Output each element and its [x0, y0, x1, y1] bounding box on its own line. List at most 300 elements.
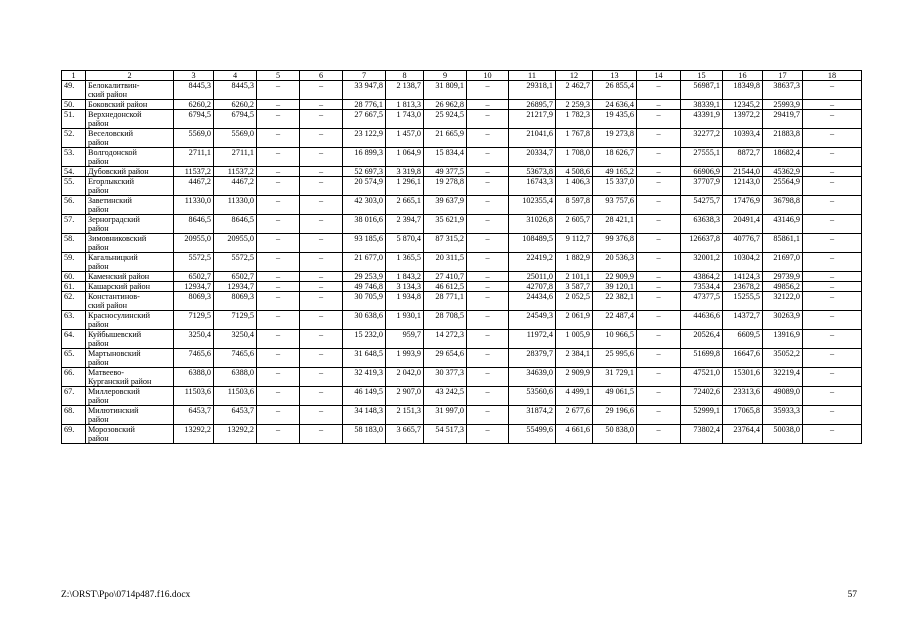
table-cell: –: [467, 196, 509, 215]
table-cell: –: [803, 349, 862, 368]
table-cell: 3 134,3: [386, 282, 424, 292]
table-cell: 18 626,7: [593, 148, 637, 167]
table-cell: 66906,9: [681, 167, 723, 177]
table-cell: 6502,7: [214, 272, 257, 282]
table-cell: 30263,9: [763, 311, 803, 330]
district-name: [86, 215, 174, 234]
district-name: [86, 234, 174, 253]
table-cell: 10393,4: [723, 129, 763, 148]
table-row: [62, 148, 862, 167]
table-cell: 6260,2: [174, 100, 214, 110]
table-cell: 53560,6: [509, 387, 556, 406]
table-cell: –: [637, 406, 681, 425]
table-cell: 39 637,9: [424, 196, 467, 215]
table-cell: 5572,5: [174, 253, 214, 272]
table-cell: 4 499,1: [556, 387, 593, 406]
table-cell: 26 962,8: [424, 100, 467, 110]
table-cell: 19 435,6: [593, 110, 637, 129]
table-cell: 2711,1: [214, 148, 257, 167]
district-name: [86, 100, 174, 110]
table-cell: 85861,1: [763, 234, 803, 253]
table-row: [62, 406, 862, 425]
table-row: [62, 425, 862, 444]
district-name-line: Кашарский район: [88, 282, 151, 291]
table-cell: 7465,6: [214, 349, 257, 368]
table-cell: 34639,0: [509, 368, 556, 387]
table-cell: 25 995,6: [593, 349, 637, 368]
district-name-line: ский район: [88, 90, 128, 99]
table-cell: 6609,5: [723, 330, 763, 349]
table-cell: 20955,0: [214, 234, 257, 253]
table-cell: 13292,2: [174, 425, 214, 444]
district-name-line: Зерноградский: [88, 215, 140, 224]
table-cell: 108489,5: [509, 234, 556, 253]
table-cell: 126637,8: [681, 234, 723, 253]
district-name-line: ский район: [88, 301, 128, 310]
district-name-line: район: [88, 339, 109, 348]
table-cell: –: [300, 349, 343, 368]
table-cell: 34 148,3: [343, 406, 386, 425]
table-cell: 31026,8: [509, 215, 556, 234]
table-cell: 6794,5: [214, 110, 257, 129]
column-header: 15: [681, 71, 723, 81]
row-number: 62.: [62, 292, 86, 311]
table-cell: –: [300, 282, 343, 292]
district-name-line: район: [88, 138, 109, 147]
table-row: [62, 196, 862, 215]
table-cell: 26 855,4: [593, 81, 637, 100]
table-cell: 22 382,1: [593, 292, 637, 311]
table-row: [62, 129, 862, 148]
district-name: [86, 349, 174, 368]
table-cell: 4 508,6: [556, 167, 593, 177]
table-cell: 4467,2: [214, 177, 257, 196]
table-cell: –: [467, 215, 509, 234]
column-header: 12: [556, 71, 593, 81]
table-cell: 23 122,9: [343, 129, 386, 148]
table-cell: 16743,3: [509, 177, 556, 196]
column-header: 6: [300, 71, 343, 81]
table-cell: 1 843,2: [386, 272, 424, 282]
table-cell: –: [803, 81, 862, 100]
table-cell: 35 621,9: [424, 215, 467, 234]
table-cell: 1 813,3: [386, 100, 424, 110]
district-name-line: Егорлыкский: [88, 177, 134, 186]
district-name-line: район: [88, 434, 109, 443]
data-table: [61, 70, 862, 444]
table-cell: 6453,7: [214, 406, 257, 425]
table-cell: 27 410,7: [424, 272, 467, 282]
table-cell: –: [300, 292, 343, 311]
table-row: [62, 253, 862, 272]
table-cell: –: [467, 253, 509, 272]
table-cell: –: [467, 167, 509, 177]
table-cell: –: [467, 272, 509, 282]
row-number: 68.: [62, 406, 86, 425]
table-cell: 43 242,5: [424, 387, 467, 406]
table-cell: –: [300, 177, 343, 196]
table-cell: –: [803, 129, 862, 148]
table-cell: 1 882,9: [556, 253, 593, 272]
table-cell: –: [803, 311, 862, 330]
table-cell: 73534,4: [681, 282, 723, 292]
district-name: [86, 387, 174, 406]
table-cell: 55499,6: [509, 425, 556, 444]
table-cell: –: [257, 253, 300, 272]
table-cell: 3 319,8: [386, 167, 424, 177]
district-name-line: район: [88, 205, 109, 214]
table-cell: 49856,2: [763, 282, 803, 292]
district-name: [86, 425, 174, 444]
district-name: [86, 368, 174, 387]
table-cell: –: [637, 349, 681, 368]
table-cell: 72402,6: [681, 387, 723, 406]
table-cell: 53673,8: [509, 167, 556, 177]
table-cell: 1 296,1: [386, 177, 424, 196]
table-cell: 46 149,5: [343, 387, 386, 406]
column-header: 11: [509, 71, 556, 81]
table-cell: 44636,6: [681, 311, 723, 330]
table-cell: 2 665,1: [386, 196, 424, 215]
table-cell: 17065,8: [723, 406, 763, 425]
table-cell: 24 636,4: [593, 100, 637, 110]
table-cell: –: [300, 148, 343, 167]
column-header: 4: [214, 71, 257, 81]
row-number: 58.: [62, 234, 86, 253]
table-cell: 43146,9: [763, 215, 803, 234]
district-name-line: Кагальницкий: [88, 253, 138, 262]
table-cell: 28379,7: [509, 349, 556, 368]
district-name: [86, 167, 174, 177]
table-cell: 11503,6: [174, 387, 214, 406]
table-cell: 26895,7: [509, 100, 556, 110]
table-cell: 25 924,5: [424, 110, 467, 129]
table-cell: –: [257, 100, 300, 110]
table-cell: –: [300, 215, 343, 234]
table-row: [62, 234, 862, 253]
table-cell: 18349,8: [723, 81, 763, 100]
table-cell: 12143,0: [723, 177, 763, 196]
table-cell: 959,7: [386, 330, 424, 349]
district-name-line: Белокалитвин-: [88, 81, 140, 90]
table-row: [62, 292, 862, 311]
table-cell: 8646,5: [214, 215, 257, 234]
table-cell: 99 376,8: [593, 234, 637, 253]
table-cell: –: [637, 148, 681, 167]
table-cell: –: [637, 129, 681, 148]
table-cell: 1 005,9: [556, 330, 593, 349]
table-cell: –: [300, 100, 343, 110]
table-cell: 12934,7: [174, 282, 214, 292]
table-cell: 2711,1: [174, 148, 214, 167]
table-cell: 2 138,7: [386, 81, 424, 100]
table-cell: 2 061,9: [556, 311, 593, 330]
column-header: 17: [763, 71, 803, 81]
table-cell: –: [467, 425, 509, 444]
table-cell: 8069,3: [174, 292, 214, 311]
table-cell: 2 677,6: [556, 406, 593, 425]
table-cell: –: [637, 311, 681, 330]
table-cell: 47377,5: [681, 292, 723, 311]
table-cell: 21544,0: [723, 167, 763, 177]
table-cell: 38339,1: [681, 100, 723, 110]
table-cell: 16 899,3: [343, 148, 386, 167]
row-number: 54.: [62, 167, 86, 177]
table-cell: –: [467, 387, 509, 406]
district-name-line: район: [88, 396, 109, 405]
table-cell: 40776,7: [723, 234, 763, 253]
table-cell: –: [637, 272, 681, 282]
table-cell: 49 061,5: [593, 387, 637, 406]
table-cell: –: [300, 110, 343, 129]
table-cell: –: [257, 81, 300, 100]
table-cell: 29 253,9: [343, 272, 386, 282]
table-cell: 12934,7: [214, 282, 257, 292]
table-cell: 20334,7: [509, 148, 556, 167]
table-cell: 1 406,3: [556, 177, 593, 196]
row-number: 66.: [62, 368, 86, 387]
table-row: [62, 167, 862, 177]
table-cell: 3250,4: [214, 330, 257, 349]
table-cell: 32122,0: [763, 292, 803, 311]
table-cell: 8 597,8: [556, 196, 593, 215]
table-cell: 33 947,8: [343, 81, 386, 100]
table-cell: 38637,3: [763, 81, 803, 100]
table-cell: –: [467, 100, 509, 110]
table-cell: 10 966,5: [593, 330, 637, 349]
table-cell: 28 776,1: [343, 100, 386, 110]
table-cell: –: [257, 368, 300, 387]
column-header: 13: [593, 71, 637, 81]
table-cell: –: [803, 272, 862, 282]
table-cell: 102355,4: [509, 196, 556, 215]
table-cell: 36798,8: [763, 196, 803, 215]
table-cell: –: [257, 110, 300, 129]
table-cell: –: [803, 253, 862, 272]
row-number: 65.: [62, 349, 86, 368]
district-name-line: Курганский район: [88, 377, 152, 386]
district-name-line: Боковский район: [88, 100, 148, 109]
table-cell: 37707,9: [681, 177, 723, 196]
district-name-line: Миллеровский: [88, 387, 140, 396]
table-cell: –: [637, 215, 681, 234]
table-cell: 6260,2: [214, 100, 257, 110]
district-name-line: район: [88, 224, 109, 233]
table-cell: 7129,5: [174, 311, 214, 330]
district-name: [86, 406, 174, 425]
table-cell: 29 654,6: [424, 349, 467, 368]
table-cell: –: [257, 425, 300, 444]
table-row: [62, 282, 862, 292]
district-name-line: Матвеево-: [88, 368, 124, 377]
table-cell: 21697,0: [763, 253, 803, 272]
table-cell: –: [257, 311, 300, 330]
table-cell: 35933,3: [763, 406, 803, 425]
table-cell: 30 377,3: [424, 368, 467, 387]
table-cell: –: [257, 234, 300, 253]
table-cell: 11972,4: [509, 330, 556, 349]
table-cell: 54275,7: [681, 196, 723, 215]
table-cell: –: [803, 387, 862, 406]
district-name: [86, 253, 174, 272]
district-name-line: Веселовский: [88, 129, 134, 138]
district-name-line: район: [88, 243, 109, 252]
table-cell: –: [467, 177, 509, 196]
district-name: [86, 292, 174, 311]
table-cell: –: [467, 368, 509, 387]
table-cell: 43864,2: [681, 272, 723, 282]
table-row: [62, 368, 862, 387]
table-cell: 2 462,7: [556, 81, 593, 100]
table-cell: –: [300, 234, 343, 253]
table-cell: 13972,2: [723, 110, 763, 129]
table-cell: –: [803, 368, 862, 387]
table-cell: 29739,9: [763, 272, 803, 282]
table-cell: 93 185,6: [343, 234, 386, 253]
district-name: [86, 311, 174, 330]
row-number: 63.: [62, 311, 86, 330]
table-cell: 12345,2: [723, 100, 763, 110]
table-cell: –: [637, 425, 681, 444]
table-cell: –: [637, 167, 681, 177]
table-cell: –: [637, 387, 681, 406]
table-row: [62, 110, 862, 129]
table-cell: 2 384,1: [556, 349, 593, 368]
table-cell: –: [257, 282, 300, 292]
table-cell: 73802,4: [681, 425, 723, 444]
table-cell: –: [257, 215, 300, 234]
row-number: 52.: [62, 129, 86, 148]
table-cell: 51699,8: [681, 349, 723, 368]
table-cell: 3 665,7: [386, 425, 424, 444]
table-cell: 1 708,0: [556, 148, 593, 167]
table-cell: –: [637, 177, 681, 196]
table-cell: 6794,5: [174, 110, 214, 129]
table-cell: 50 838,0: [593, 425, 637, 444]
table-cell: 50038,0: [763, 425, 803, 444]
column-header: 18: [803, 71, 862, 81]
table-cell: 5569,0: [174, 129, 214, 148]
table-cell: 29 196,6: [593, 406, 637, 425]
table-cell: 20 536,3: [593, 253, 637, 272]
table-cell: –: [803, 425, 862, 444]
table-cell: –: [637, 234, 681, 253]
table-cell: 1 993,9: [386, 349, 424, 368]
row-number: 60.: [62, 272, 86, 282]
table-cell: –: [467, 282, 509, 292]
table-cell: 3250,4: [174, 330, 214, 349]
table-cell: –: [257, 292, 300, 311]
file-path: Z:\ORST\Ppo\0714p487.f16.docx: [61, 590, 191, 600]
table-cell: –: [637, 292, 681, 311]
table-cell: 32 419,3: [343, 368, 386, 387]
table-cell: 29318,1: [509, 81, 556, 100]
table-cell: 22 909,9: [593, 272, 637, 282]
table-cell: –: [637, 368, 681, 387]
table-cell: 25993,9: [763, 100, 803, 110]
table-cell: 22419,2: [509, 253, 556, 272]
table-cell: –: [300, 425, 343, 444]
table-row: [62, 330, 862, 349]
table-cell: –: [467, 234, 509, 253]
table-cell: –: [300, 129, 343, 148]
table-cell: 38 016,6: [343, 215, 386, 234]
table-cell: 42 303,0: [343, 196, 386, 215]
table-cell: –: [803, 196, 862, 215]
table-cell: 39 120,1: [593, 282, 637, 292]
table-body: [62, 71, 862, 444]
row-number: 50.: [62, 100, 86, 110]
table-cell: 21041,6: [509, 129, 556, 148]
table-cell: –: [467, 110, 509, 129]
table-cell: 15 232,0: [343, 330, 386, 349]
table-cell: –: [467, 406, 509, 425]
table-cell: –: [300, 253, 343, 272]
table-cell: 23678,2: [723, 282, 763, 292]
table-cell: 2 907,0: [386, 387, 424, 406]
district-name-line: район: [88, 320, 109, 329]
column-header: 9: [424, 71, 467, 81]
table-cell: 2 052,5: [556, 292, 593, 311]
table-cell: 52999,1: [681, 406, 723, 425]
row-number: 69.: [62, 425, 86, 444]
table-cell: 32277,2: [681, 129, 723, 148]
table-cell: 31874,2: [509, 406, 556, 425]
table-cell: –: [257, 148, 300, 167]
table-cell: 35052,2: [763, 349, 803, 368]
table-cell: 2 042,0: [386, 368, 424, 387]
table-cell: –: [300, 81, 343, 100]
table-cell: 1 743,0: [386, 110, 424, 129]
table-cell: –: [803, 215, 862, 234]
column-header: 10: [467, 71, 509, 81]
table-cell: –: [467, 129, 509, 148]
row-number: 67.: [62, 387, 86, 406]
table-cell: –: [637, 110, 681, 129]
table-cell: 2 909,9: [556, 368, 593, 387]
table-row: [62, 100, 862, 110]
table-cell: –: [637, 282, 681, 292]
table-cell: 31 729,1: [593, 368, 637, 387]
table-cell: 19 273,8: [593, 129, 637, 148]
table-cell: 11330,0: [174, 196, 214, 215]
table-cell: 6388,0: [214, 368, 257, 387]
district-name: [86, 81, 174, 100]
table-cell: –: [637, 81, 681, 100]
table-cell: 2 605,7: [556, 215, 593, 234]
table-cell: 6388,0: [174, 368, 214, 387]
table-cell: 52 697,3: [343, 167, 386, 177]
table-cell: 30 638,6: [343, 311, 386, 330]
district-name: [86, 148, 174, 167]
table-cell: 20955,0: [174, 234, 214, 253]
table-cell: 87 315,2: [424, 234, 467, 253]
table-cell: 31 648,5: [343, 349, 386, 368]
table-cell: –: [803, 292, 862, 311]
district-name-line: район: [88, 415, 109, 424]
table-cell: 28 771,1: [424, 292, 467, 311]
table-row: [62, 349, 862, 368]
table-cell: –: [803, 110, 862, 129]
table-cell: 42707,8: [509, 282, 556, 292]
table-cell: 24434,6: [509, 292, 556, 311]
table-cell: –: [803, 148, 862, 167]
table-cell: 1 930,1: [386, 311, 424, 330]
table-cell: 14 272,3: [424, 330, 467, 349]
table-cell: 11330,0: [214, 196, 257, 215]
table-cell: 23764,4: [723, 425, 763, 444]
table-cell: 1 767,8: [556, 129, 593, 148]
